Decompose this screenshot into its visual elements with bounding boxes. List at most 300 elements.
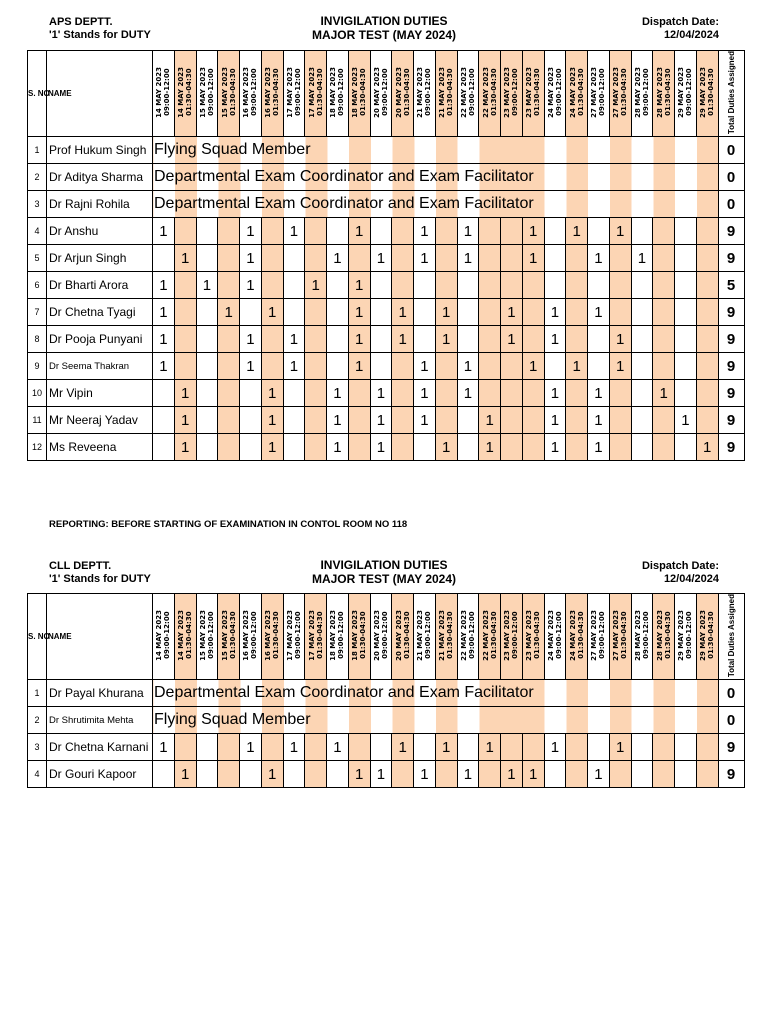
date-label: 14 MAY 2023 01:30-04:30 xyxy=(177,610,194,661)
duty-cell xyxy=(240,407,262,434)
duty-cell: 1 xyxy=(240,218,262,245)
duty-cell: 1 xyxy=(435,434,457,461)
duty-cell xyxy=(261,245,283,272)
date-header xyxy=(174,51,196,137)
duty-cell xyxy=(392,407,414,434)
date-label: 17 MAY 2023 01:30-04:30 xyxy=(307,67,324,118)
dept-name: APS DEPTT. xyxy=(49,16,113,28)
total-duties: 9 xyxy=(718,218,744,245)
duty-cell: 1 xyxy=(348,272,370,299)
staff-name: Dr Rajni Rohila xyxy=(47,191,153,218)
duty-cell xyxy=(218,734,240,761)
duty-cell: 1 xyxy=(348,326,370,353)
duty-cell xyxy=(609,299,631,326)
table-row xyxy=(28,299,745,326)
duty-cell xyxy=(348,245,370,272)
duty-cell xyxy=(305,407,327,434)
duty-cell xyxy=(261,272,283,299)
duty-cell xyxy=(153,434,175,461)
duty-cell xyxy=(609,380,631,407)
staff-name: Dr Chetna Tyagi xyxy=(47,299,153,326)
date-header xyxy=(283,594,305,680)
date-header xyxy=(174,594,196,680)
date-header xyxy=(218,594,240,680)
duty-cell xyxy=(588,734,610,761)
duty-cell xyxy=(283,761,305,788)
duty-cell: 1 xyxy=(479,407,501,434)
duty-cell xyxy=(544,218,566,245)
duty-cell xyxy=(675,299,697,326)
duty-cell xyxy=(327,218,349,245)
total-duties: 9 xyxy=(718,245,744,272)
date-label: 15 MAY 2023 01:30-04:30 xyxy=(220,610,237,661)
duty-cell: 1 xyxy=(414,407,436,434)
date-header xyxy=(653,51,675,137)
duty-cell: 1 xyxy=(675,407,697,434)
date-header xyxy=(675,51,697,137)
duty-cell xyxy=(696,218,718,245)
date-header xyxy=(609,51,631,137)
duty-cell xyxy=(327,761,349,788)
duty-cell xyxy=(174,299,196,326)
duty-cell xyxy=(174,734,196,761)
duty-cell: 1 xyxy=(153,326,175,353)
duty-cell: 1 xyxy=(370,434,392,461)
duty-cell xyxy=(218,272,240,299)
duty-cell xyxy=(522,734,544,761)
staff-name: Dr Pooja Punyani xyxy=(47,326,153,353)
duty-cell xyxy=(609,407,631,434)
duty-cell xyxy=(435,353,457,380)
duty-cell xyxy=(218,380,240,407)
date-label: 28 MAY 2023 09:00-12:00 xyxy=(633,67,650,118)
duty-cell xyxy=(305,245,327,272)
date-label: 29 MAY 2023 09:00-12:00 xyxy=(677,610,694,661)
duty-cell: 1 xyxy=(457,761,479,788)
duty-cell xyxy=(218,326,240,353)
staff-name: Dr Payal Khurana xyxy=(47,680,153,707)
duty-cell xyxy=(174,326,196,353)
duty-legend: '1' Stands for DUTY xyxy=(49,573,151,585)
duty-cell xyxy=(218,245,240,272)
duty-cell xyxy=(501,380,523,407)
date-header xyxy=(653,594,675,680)
serial-number: 9 xyxy=(28,353,47,380)
table-row xyxy=(28,707,745,734)
date-header xyxy=(414,594,436,680)
duty-cell xyxy=(414,734,436,761)
duty-cell: 1 xyxy=(174,407,196,434)
duty-cell xyxy=(196,434,218,461)
date-label: 28 MAY 2023 01:30-04:30 xyxy=(655,67,672,118)
date-header xyxy=(522,594,544,680)
duty-cell xyxy=(392,761,414,788)
duty-cell: 1 xyxy=(261,407,283,434)
duty-cell xyxy=(479,326,501,353)
duty-cell xyxy=(283,407,305,434)
serial-number: 4 xyxy=(28,218,47,245)
duty-cell: 1 xyxy=(261,380,283,407)
duty-cell xyxy=(196,326,218,353)
serial-number: 3 xyxy=(28,734,47,761)
duty-cell: 1 xyxy=(435,326,457,353)
duty-cell: 1 xyxy=(696,434,718,461)
table-row xyxy=(28,245,745,272)
duty-cell: 1 xyxy=(305,272,327,299)
remark-cell xyxy=(153,137,719,164)
duty-cell xyxy=(153,407,175,434)
duty-cell: 1 xyxy=(588,299,610,326)
duty-cell: 1 xyxy=(327,245,349,272)
date-label: 20 MAY 2023 09:00-12:00 xyxy=(372,67,389,118)
date-label: 20 MAY 2023 09:00-12:00 xyxy=(372,610,389,661)
duty-cell xyxy=(283,272,305,299)
staff-name: Dr Arjun Singh xyxy=(47,245,153,272)
duty-cell xyxy=(675,380,697,407)
serial-number: 8 xyxy=(28,326,47,353)
date-label: 18 MAY 2023 09:00-12:00 xyxy=(329,610,346,661)
date-header xyxy=(457,51,479,137)
duty-cell: 1 xyxy=(479,734,501,761)
duty-cell: 1 xyxy=(153,272,175,299)
total-duties: 5 xyxy=(718,272,744,299)
duty-cell: 1 xyxy=(283,218,305,245)
date-label: 15 MAY 2023 09:00-12:00 xyxy=(198,67,215,118)
date-label: 27 MAY 2023 01:30-04:30 xyxy=(612,610,629,661)
table-row xyxy=(28,434,745,461)
staff-name: Dr Aditya Sharma xyxy=(47,164,153,191)
duty-cell xyxy=(588,272,610,299)
total-duties: 9 xyxy=(718,326,744,353)
duty-cell: 1 xyxy=(370,761,392,788)
duty-cell xyxy=(196,299,218,326)
date-label: 15 MAY 2023 09:00-12:00 xyxy=(198,610,215,661)
duty-cell xyxy=(631,380,653,407)
duty-cell xyxy=(501,245,523,272)
duty-cell xyxy=(196,353,218,380)
duty-cell xyxy=(240,434,262,461)
duty-cell xyxy=(370,326,392,353)
duty-cell xyxy=(305,734,327,761)
duty-cell: 1 xyxy=(544,407,566,434)
table-row xyxy=(28,272,745,299)
staff-name: Dr Seema Thakran xyxy=(47,353,153,380)
remark-cell xyxy=(153,191,719,218)
duty-cell xyxy=(653,245,675,272)
duty-cell xyxy=(283,434,305,461)
duty-cell xyxy=(218,218,240,245)
dispatch-date: 12/04/2024 xyxy=(663,29,719,41)
remark-cell xyxy=(153,164,719,191)
duty-cell: 1 xyxy=(609,353,631,380)
duty-cell: 1 xyxy=(240,245,262,272)
remark-text: Departmental Exam Coordinator and Exam Facilitator xyxy=(154,195,534,213)
remark-text: Departmental Exam Coordinator and Exam Facilitator xyxy=(154,168,534,186)
date-label: 24 MAY 2023 01:30-04:30 xyxy=(568,67,585,118)
duty-cell xyxy=(653,353,675,380)
total-duties: 9 xyxy=(718,761,744,788)
duty-cell xyxy=(566,380,588,407)
date-label: 14 MAY 2023 01:30-04:30 xyxy=(177,67,194,118)
duty-cell xyxy=(392,218,414,245)
duty-cell xyxy=(696,353,718,380)
remark-cell xyxy=(153,707,719,734)
remark-text: Flying Squad Member xyxy=(154,711,311,729)
serial-number: 2 xyxy=(28,164,47,191)
date-header xyxy=(457,594,479,680)
date-header xyxy=(479,594,501,680)
remark-text: Departmental Exam Coordinator and Exam Facilitator xyxy=(154,684,534,702)
duty-cell xyxy=(196,380,218,407)
reporting-note: REPORTING: BEFORE STARTING OF EXAMINATION IN CONTOL ROOM NO 118 xyxy=(49,519,408,530)
date-label: 17 MAY 2023 09:00-12:00 xyxy=(285,610,302,661)
duty-cell: 1 xyxy=(174,434,196,461)
duty-cell: 1 xyxy=(544,734,566,761)
serial-number: 3 xyxy=(28,191,47,218)
duty-cell xyxy=(479,299,501,326)
duty-cell xyxy=(370,353,392,380)
duty-cell xyxy=(588,353,610,380)
duty-cell xyxy=(305,326,327,353)
duty-cell xyxy=(675,434,697,461)
date-label: 24 MAY 2023 01:30-04:30 xyxy=(568,610,585,661)
duty-cell xyxy=(457,734,479,761)
duty-cell xyxy=(479,380,501,407)
serial-number: 1 xyxy=(28,137,47,164)
date-header xyxy=(218,51,240,137)
duty-cell xyxy=(435,407,457,434)
date-label: 20 MAY 2023 01:30-04:30 xyxy=(394,67,411,118)
duty-cell xyxy=(653,407,675,434)
duty-cell xyxy=(196,734,218,761)
duty-cell: 1 xyxy=(283,326,305,353)
duty-cell: 1 xyxy=(609,734,631,761)
date-header xyxy=(261,51,283,137)
duty-cell xyxy=(240,761,262,788)
duty-cell xyxy=(609,761,631,788)
duty-cell xyxy=(240,380,262,407)
date-header xyxy=(240,51,262,137)
date-label: 22 MAY 2023 01:30-04:30 xyxy=(481,610,498,661)
duty-cell: 1 xyxy=(327,380,349,407)
duty-cell xyxy=(631,734,653,761)
duty-cell xyxy=(261,218,283,245)
duty-cell xyxy=(392,353,414,380)
date-header xyxy=(696,51,718,137)
duty-cell xyxy=(566,407,588,434)
date-header xyxy=(675,594,697,680)
duty-cell xyxy=(544,761,566,788)
duty-cell xyxy=(653,434,675,461)
date-label: 24 MAY 2023 09:00-12:00 xyxy=(546,67,563,118)
duty-cell xyxy=(522,272,544,299)
date-header xyxy=(414,51,436,137)
table-row xyxy=(28,164,745,191)
date-label: 16 MAY 2023 01:30-04:30 xyxy=(264,67,281,118)
total-header-label: Total Duties Assigned xyxy=(726,51,736,135)
duty-cell xyxy=(414,272,436,299)
duty-cell: 1 xyxy=(457,245,479,272)
remark-text: Flying Squad Member xyxy=(154,141,311,159)
staff-name: Dr Shrutimita Mehta xyxy=(47,707,153,734)
date-label: 21 MAY 2023 01:30-04:30 xyxy=(438,67,455,118)
duty-cell xyxy=(631,218,653,245)
duty-cell: 1 xyxy=(261,299,283,326)
duty-cell xyxy=(153,761,175,788)
date-label: 15 MAY 2023 01:30-04:30 xyxy=(220,67,237,118)
date-header xyxy=(522,51,544,137)
duty-cell xyxy=(544,353,566,380)
duty-cell xyxy=(653,326,675,353)
duty-cell xyxy=(240,299,262,326)
duty-cell xyxy=(392,245,414,272)
duty-cell: 1 xyxy=(240,326,262,353)
duty-cell xyxy=(653,218,675,245)
duty-cell xyxy=(283,380,305,407)
duty-cell xyxy=(566,734,588,761)
duty-cell: 1 xyxy=(544,299,566,326)
date-label: 18 MAY 2023 01:30-04:30 xyxy=(351,67,368,118)
duty-cell: 1 xyxy=(457,353,479,380)
date-header xyxy=(370,51,392,137)
duty-cell: 1 xyxy=(522,761,544,788)
duty-cell xyxy=(696,299,718,326)
table-row xyxy=(28,407,745,434)
date-label: 14 MAY 2023 09:00-12:00 xyxy=(155,610,172,661)
date-label: 27 MAY 2023 01:30-04:30 xyxy=(612,67,629,118)
duty-cell: 1 xyxy=(414,245,436,272)
duty-cell: 1 xyxy=(522,353,544,380)
date-label: 22 MAY 2023 09:00-12:00 xyxy=(459,610,476,661)
table-row xyxy=(28,761,745,788)
date-label: 21 MAY 2023 09:00-12:00 xyxy=(416,610,433,661)
duty-cell xyxy=(566,299,588,326)
duty-cell xyxy=(261,353,283,380)
date-header xyxy=(696,594,718,680)
duty-cell: 1 xyxy=(370,380,392,407)
duty-cell xyxy=(305,218,327,245)
staff-name: Dr Anshu xyxy=(47,218,153,245)
date-header xyxy=(348,594,370,680)
staff-name: Mr Neeraj Yadav xyxy=(47,407,153,434)
duty-cell xyxy=(675,245,697,272)
duty-cell xyxy=(348,380,370,407)
duty-cell xyxy=(609,245,631,272)
dispatch-label: Dispatch Date: xyxy=(641,560,719,572)
date-label: 23 MAY 2023 01:30-04:30 xyxy=(525,67,542,118)
date-header xyxy=(305,51,327,137)
duty-cell: 1 xyxy=(348,761,370,788)
duty-cell xyxy=(196,218,218,245)
dept-name: CLL DEPTT. xyxy=(49,560,112,572)
total-duties: 9 xyxy=(718,407,744,434)
duty-cell: 1 xyxy=(566,218,588,245)
total-duties: 9 xyxy=(718,380,744,407)
duty-cell xyxy=(196,761,218,788)
date-label: 20 MAY 2023 01:30-04:30 xyxy=(394,610,411,661)
duty-cell xyxy=(348,734,370,761)
serial-number: 11 xyxy=(28,407,47,434)
duty-cell xyxy=(675,218,697,245)
duty-cell xyxy=(435,245,457,272)
duty-cell xyxy=(522,299,544,326)
duty-cell: 1 xyxy=(153,734,175,761)
duty-cell xyxy=(153,245,175,272)
date-label: 27 MAY 2023 09:00-12:00 xyxy=(590,610,607,661)
date-header xyxy=(327,594,349,680)
table-row xyxy=(28,218,745,245)
date-label: 16 MAY 2023 09:00-12:00 xyxy=(242,67,259,118)
duty-cell xyxy=(414,434,436,461)
duty-cell: 1 xyxy=(631,245,653,272)
date-header xyxy=(370,594,392,680)
total-duties: 9 xyxy=(718,734,744,761)
duty-cell xyxy=(218,761,240,788)
duty-cell: 1 xyxy=(348,218,370,245)
total-header xyxy=(718,594,744,680)
duty-cell xyxy=(305,353,327,380)
date-label: 22 MAY 2023 01:30-04:30 xyxy=(481,67,498,118)
date-label: 22 MAY 2023 09:00-12:00 xyxy=(459,67,476,118)
duty-cell xyxy=(435,380,457,407)
total-header-label: Total Duties Assigned xyxy=(726,594,736,678)
duty-cell: 1 xyxy=(414,380,436,407)
duty-cell xyxy=(479,353,501,380)
date-label: 27 MAY 2023 09:00-12:00 xyxy=(590,67,607,118)
table-row xyxy=(28,680,745,707)
duty-cell xyxy=(348,434,370,461)
dispatch-label: Dispatch Date: xyxy=(641,16,719,28)
duty-cell: 1 xyxy=(327,407,349,434)
duty-cell xyxy=(327,353,349,380)
date-label: 28 MAY 2023 09:00-12:00 xyxy=(633,610,650,661)
duty-cell xyxy=(348,407,370,434)
duty-cell xyxy=(696,245,718,272)
date-label: 21 MAY 2023 09:00-12:00 xyxy=(416,67,433,118)
duty-cell xyxy=(588,218,610,245)
date-header xyxy=(196,51,218,137)
staff-name: Dr Gouri Kapoor xyxy=(47,761,153,788)
duty-cell: 1 xyxy=(370,245,392,272)
duty-cell xyxy=(370,272,392,299)
duty-cell xyxy=(631,407,653,434)
duty-cell xyxy=(653,299,675,326)
duty-cell xyxy=(631,353,653,380)
duty-cell: 1 xyxy=(392,734,414,761)
total-duties: 9 xyxy=(718,299,744,326)
duty-cell: 1 xyxy=(588,434,610,461)
table-row xyxy=(28,734,745,761)
date-label: 14 MAY 2023 09:00-12:00 xyxy=(155,67,172,118)
duty-cell: 1 xyxy=(174,380,196,407)
duty-cell: 1 xyxy=(522,245,544,272)
duty-cell: 1 xyxy=(609,326,631,353)
duty-cell xyxy=(283,299,305,326)
duty-cell: 1 xyxy=(501,761,523,788)
date-label: 23 MAY 2023 01:30-04:30 xyxy=(525,610,542,661)
duty-cell: 1 xyxy=(414,761,436,788)
duty-cell xyxy=(522,407,544,434)
duty-cell xyxy=(392,380,414,407)
duty-cell xyxy=(392,272,414,299)
duty-cell: 1 xyxy=(392,299,414,326)
serial-number: 6 xyxy=(28,272,47,299)
duty-cell: 1 xyxy=(588,245,610,272)
total-duties: 9 xyxy=(718,353,744,380)
duty-cell xyxy=(544,272,566,299)
sheet-title: INVIGILATION DUTIES xyxy=(320,558,448,572)
duty-cell: 1 xyxy=(392,326,414,353)
